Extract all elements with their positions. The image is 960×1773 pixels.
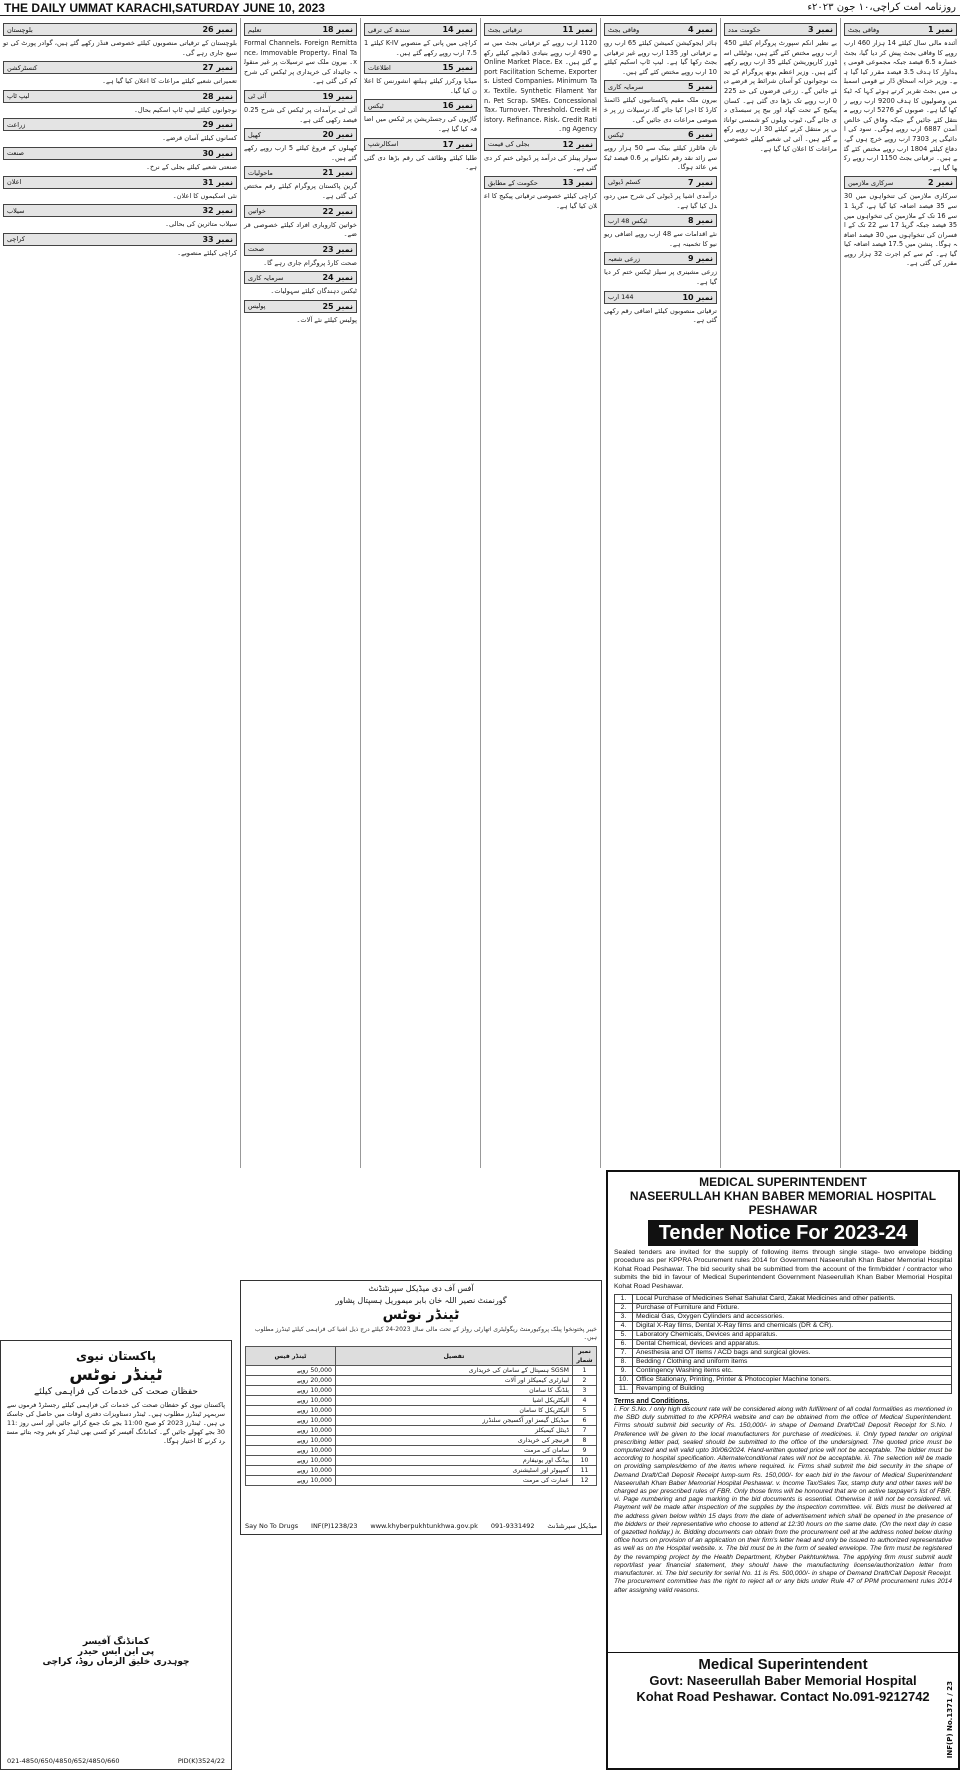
section-text: ہائر ایجوکیشن کمیشن کیلئے 65 ارب روپے ترقیاتی اور 135 ارب روپے غیر ترقیاتی بجٹ رکھا گیا ہے۔ لیپ ٹاپ اسکیم کیلئے 10 ارب روپے مختص کئے گئے ہیں۔ xyxy=(604,39,717,76)
column-header-description: تفصیل xyxy=(336,1347,573,1366)
column-1 xyxy=(840,18,960,1168)
section-text: نان فائلرز کیلئے بینک سے 50 ہزار روپے سے زائد نقد رقم نکلوانے پر 0.6 فیصد ٹیکس عائد ہوگا۔ xyxy=(604,144,718,172)
section-text: پولیس کیلئے نئے آلات۔ xyxy=(296,315,357,324)
section-number: نمبر 19 xyxy=(322,91,353,101)
section-header xyxy=(604,291,717,304)
section-header xyxy=(484,23,597,36)
notice-heading: ٹینڈر نوٹس xyxy=(382,1307,460,1323)
section-title: بلوچستان xyxy=(7,25,33,34)
section-text: تعمیراتی شعبے کیلئے مراعات کا اعلان کیا گیا ہے۔ xyxy=(102,77,237,86)
cell-desc: لیبارٹری کیمیکلز اور آلات xyxy=(336,1376,573,1386)
section-number: نمبر 29 xyxy=(202,120,233,130)
section-text: آئی ٹی برآمدات پر ٹیکس کی شرح 0.25 فیصد رکھی گئی ہے۔ xyxy=(244,105,357,124)
item-number: 6. xyxy=(615,1340,633,1349)
section-header xyxy=(364,138,477,151)
item-number: 7. xyxy=(615,1349,633,1358)
section-header xyxy=(244,128,357,141)
cell-desc: عمارت کی مرمت xyxy=(336,1476,573,1486)
section-title: لیپ ٹاپ xyxy=(7,92,30,101)
section-title: ٹیکس xyxy=(608,130,624,139)
cell-desc: بلڈنگ کا سامان xyxy=(336,1386,573,1396)
section-text: درآمدی اشیا پر ڈیوٹی کی شرح میں ردوبدل کیا گیا ہے۔ xyxy=(604,191,717,210)
section-header xyxy=(244,271,357,284)
tender-hospital-title: NASEERULLAH KHAN BABER MEMORIAL HOSPITAL PESHAWAR xyxy=(629,1189,937,1217)
cell-desc: سامان کی مرمت xyxy=(336,1446,573,1456)
section-number: نمبر 14 xyxy=(442,25,473,34)
table-row xyxy=(246,1416,597,1426)
section-text: 1120 ارب روپے کے ترقیاتی بجٹ میں سے 490 ارب روپے بنیادی ڈھانچے کیلئے رکھے گئے ہیں۔ Online Market Place، Export Facilitation Scheme، Exporters، Listed Companies، Minimum Tax، Textile، Synthetic Filament Yarn، Pet Scrap، SMEs، Concessional Tax، Turnover، Threshold، Credit History، Refinance، Risk، Credit Rating Agency۔ xyxy=(484,39,597,134)
cell-desc: الیکٹریکل کا سامان xyxy=(336,1406,573,1416)
table-row xyxy=(246,1376,597,1386)
section-title: وفاقی بجٹ xyxy=(848,25,880,34)
section-text: بیرون ملک مقیم پاکستانیوں کیلئے ڈائمنڈ کارڈ کا اجرا کیا جائے گا، ترسیلات زر پر خصوصی مراعات دی جائیں گی۔ xyxy=(604,96,717,124)
cell-sr: 4 xyxy=(573,1396,597,1406)
section-header xyxy=(3,147,237,160)
section-title: بجلی کی قیمت xyxy=(488,140,530,149)
list-item xyxy=(615,1340,952,1349)
section-title: پولیس xyxy=(248,302,266,311)
section-number: نمبر 11 xyxy=(562,25,593,34)
column-5 xyxy=(360,18,480,1168)
table-row xyxy=(246,1406,597,1416)
section-text: کراچی کیلئے منصوبے۔ xyxy=(177,248,237,257)
item-number: 5. xyxy=(615,1331,633,1340)
section-text: Formal Channels، Foreign Remittance، Immovable Property، Final Tax۔ بیرون ملک سے ترسیلات پر غیر منقولہ جائیداد کی خریداری پر ٹیکس کی شرح کم کی گئی ہے۔ xyxy=(244,39,357,86)
section-header xyxy=(3,118,237,131)
tender-inf-number: INF(P) No.1371 / 23 xyxy=(946,1680,954,1758)
section-header xyxy=(3,176,237,189)
section-number: نمبر 13 xyxy=(562,178,593,188)
section-number: نمبر 17 xyxy=(442,139,473,149)
section-header xyxy=(484,176,597,189)
section-header xyxy=(244,300,357,313)
section-title: تعلیم xyxy=(248,25,262,34)
section-header xyxy=(244,23,357,36)
section-number: نمبر 21 xyxy=(322,168,353,178)
cell-desc: SGSM ہسپتال کے سامان کی خریداری xyxy=(336,1366,573,1376)
cell-desc: کمپیوٹر اور اسٹیشنری xyxy=(336,1466,573,1476)
table-row xyxy=(246,1436,597,1446)
section-title: کنسٹرکشن xyxy=(7,63,38,72)
table-row xyxy=(246,1466,597,1476)
section-number: نمبر 1 xyxy=(928,25,953,34)
cell-sr: 7 xyxy=(573,1426,597,1436)
section-text: ترقیاتی منصوبوں کیلئے اضافی رقم رکھی گئی ہے۔ xyxy=(604,306,717,325)
section-number: نمبر 7 xyxy=(688,177,713,187)
cell-fee: 10,000 روپے xyxy=(246,1386,336,1396)
item-number: 9. xyxy=(615,1367,633,1376)
section-title: ترقیاتی بجٹ xyxy=(488,25,523,34)
column-header-fee: ٹینڈر فیس xyxy=(246,1347,336,1366)
notice-office-title: آفس آف دی میڈیکل سپرنٹنڈنٹ xyxy=(368,1284,474,1293)
tender-fee-table xyxy=(245,1346,597,1486)
section-text: کراچی میں پانی کے منصوبے K-IV کیلئے 17.5 ارب روپے رکھے گئے ہیں۔ xyxy=(364,39,477,57)
item-description: Medical Gas, Oxygen Cylinders and accessories. xyxy=(633,1313,952,1322)
section-title: سرمایہ کاری xyxy=(608,82,644,91)
peshawar-urdu-tender-notice xyxy=(240,1280,602,1535)
section-title: کراچی xyxy=(7,235,25,244)
cell-sr: 5 xyxy=(573,1406,597,1416)
section-number: نمبر 18 xyxy=(322,25,353,34)
section-title: زراعت xyxy=(7,120,26,129)
section-header xyxy=(604,23,717,36)
item-description: Bedding / Clothing and uniform items xyxy=(633,1358,952,1367)
section-title: ماحولیات xyxy=(248,168,273,177)
navy-pid-number: PID(K)3524/22 xyxy=(177,1757,225,1765)
pakistan-navy-tender-notice xyxy=(0,1340,232,1770)
navy-subtitle: حفظان صحت کی خدمات کی فراہمی کیلئے xyxy=(34,1387,198,1397)
item-description: Laboratory Chemicals, Devices and apparatus. xyxy=(633,1331,952,1340)
tender-banner: Tender Notice For 2023-24 xyxy=(648,1220,918,1246)
section-title: سرمایہ کاری xyxy=(248,273,284,282)
news-columns xyxy=(0,18,960,1168)
section-header xyxy=(844,176,957,189)
item-number: 10. xyxy=(615,1376,633,1385)
section-number: نمبر 22 xyxy=(322,206,353,216)
section-number: نمبر 12 xyxy=(562,139,593,149)
section-header xyxy=(604,128,717,141)
navy-sign-officer: کمانڈنگ آفیسر xyxy=(82,1637,150,1647)
notice-hospital-title: گورنمنٹ نصیر اللہ خان بابر میموریل ہسپتال پشاور xyxy=(335,1296,507,1305)
list-item xyxy=(615,1376,952,1385)
section-text: میڈیا ورکرز کیلئے ہیلتھ انشورنس کا اعلان کیا گیا۔ xyxy=(364,77,477,95)
english-tender-notice xyxy=(606,1170,960,1770)
section-number: نمبر 6 xyxy=(688,130,713,140)
item-description: Revamping of Building xyxy=(633,1385,952,1394)
item-description: Dental Chemical, devices and apparatus. xyxy=(633,1340,952,1349)
cell-sr: 8 xyxy=(573,1436,597,1446)
masthead-urdu-date: روزنامہ امت کراچی،۱۰ جون ۲۰۲۳ء xyxy=(807,2,956,13)
section-header xyxy=(3,61,237,74)
section-header xyxy=(484,138,597,151)
section-number: نمبر 4 xyxy=(688,25,713,34)
item-number: 1. xyxy=(615,1295,633,1304)
masthead xyxy=(0,0,960,16)
section-header xyxy=(604,214,717,227)
item-description: Digital X-Ray films, Dental X-Ray films and chemicals (DR & CR). xyxy=(633,1322,952,1331)
column-7 xyxy=(0,18,240,1168)
item-description: Contingency Washing items etc. xyxy=(633,1367,952,1376)
section-title: اسکالرشپ xyxy=(368,140,399,149)
section-text: نئی اسکیموں کا اعلان۔ xyxy=(172,191,237,200)
section-title: سندھ کی ترقی xyxy=(368,25,410,34)
navy-title: پاکستان نیوی xyxy=(76,1349,156,1363)
say-no-to-drugs: Say No To Drugs xyxy=(245,1522,299,1530)
list-item xyxy=(615,1358,952,1367)
tender-govt-line2: Kohat Road Peshawar. Contact No.091-9212742 xyxy=(636,1689,930,1705)
section-header xyxy=(604,252,717,265)
section-text: گاڑیوں کی رجسٹریشن پر ٹیکس میں اضافہ کیا گیا ہے۔ xyxy=(364,115,477,133)
section-header xyxy=(244,90,357,103)
section-text: آئندہ مالی سال کیلئے 14 ہزار 460 ارب روپے کا وفاقی بجٹ پیش کر دیا گیا، بجٹ خسارہ 6.5 فیصد جبکہ مجموعی قومی پیداوار کا ہدف 3.5 فیصد مقرر کیا گیا ہے۔ وزیر خزانہ اسحاق ڈار نے قومی اسمبلی میں بجٹ تقریر کرتے ہوئے کہا کہ ٹیکس وصولیوں کا ہدف 9200 ارب روپے رکھا گیا ہے۔ صوبوں کو 5276 ارب روپے منتقل کئے جائیں گے جبکہ وفاق کی خالص آمدن 6887 ارب روپے ہوگی۔ سود کی ادائیگی پر 7303 ارب روپے خرچ ہوں گے، دفاع کیلئے 1804 ارب روپے مختص کئے گئے ہیں۔ ترقیاتی بجٹ 1150 ارب روپے رکھا گیا ہے۔ xyxy=(844,39,958,172)
cell-sr: 10 xyxy=(573,1456,597,1466)
inf-number: INF(P)1238/23 xyxy=(311,1522,358,1530)
section-text: زرعی مشینری پر سیلز ٹیکس ختم کر دیا گیا ہے۔ xyxy=(604,268,717,286)
cell-sr: 9 xyxy=(573,1446,597,1456)
item-number: 11. xyxy=(615,1385,633,1394)
cell-fee: 10,000 روپے xyxy=(246,1416,336,1426)
section-header xyxy=(604,176,717,189)
section-title: حکومت کے مطابق xyxy=(488,178,538,187)
cell-fee: 20,000 روپے xyxy=(246,1376,336,1386)
section-number: نمبر 5 xyxy=(688,82,713,92)
table-row xyxy=(246,1396,597,1406)
list-item xyxy=(615,1304,952,1313)
section-number: نمبر 10 xyxy=(682,292,713,302)
item-number: 8. xyxy=(615,1358,633,1367)
section-number: نمبر 28 xyxy=(202,91,233,101)
cell-desc: الیکٹریکل اشیا xyxy=(336,1396,573,1406)
section-number: نمبر 24 xyxy=(322,273,353,283)
cell-fee: 10,000 روپے xyxy=(246,1466,336,1476)
item-number: 4. xyxy=(615,1322,633,1331)
section-text: ٹیکس دہندگان کیلئے سہولیات۔ xyxy=(270,287,357,296)
column-header-serial: نمبر شمار xyxy=(573,1347,597,1366)
tender-govt-line1: Govt: Naseerullah Baber Memorial Hospital xyxy=(649,1673,917,1689)
section-header xyxy=(364,99,477,112)
notice-footer xyxy=(245,1508,597,1530)
section-text: طلبا کیلئے وظائف کی رقم بڑھا دی گئی ہے۔ xyxy=(364,153,477,172)
section-header xyxy=(3,204,237,217)
section-text: بلوچستان کے ترقیاتی منصوبوں کیلئے خصوصی فنڈز رکھے گئے ہیں، گوادر پورٹ کی توسیع جاری رہے گی۔ xyxy=(3,39,237,57)
item-description: Anesthesia and OT items / ACD bags and surgical gloves. xyxy=(633,1349,952,1358)
section-number: نمبر 33 xyxy=(202,234,233,244)
section-number: نمبر 20 xyxy=(322,130,353,140)
section-header xyxy=(3,90,237,103)
section-number: نمبر 15 xyxy=(442,63,473,73)
tender-intro: Sealed tenders are invited for the supply of following items through single stage- two envelope bidding procedure as per KPPRA Procurement rules 2014 for Government Naseerullah Khan Baber Memorial Hospital Kohat Road Peshawar. The bid security shall be submitted from the account of the firm/bidder / contractor who submits the bid in favour of Medical Superintendent Government Naseerullah Khan Baber Memorial Hospital Kohat Road Peshawar. xyxy=(614,1249,952,1290)
section-header xyxy=(3,233,237,246)
section-title: اعلان xyxy=(7,178,22,187)
column-3 xyxy=(600,18,720,1168)
cell-fee: 50,000 روپے xyxy=(246,1366,336,1376)
navy-sign-address: چوہدری خلیق الزماں روڈ، کراچی xyxy=(42,1657,190,1667)
section-text: خواتین کاروباری افراد کیلئے خصوصی قرضے۔ xyxy=(244,220,357,239)
cell-fee: 10,000 روپے xyxy=(246,1426,336,1436)
section-header xyxy=(724,23,837,36)
section-number: نمبر 8 xyxy=(688,216,713,226)
section-number: نمبر 31 xyxy=(202,177,233,187)
table-row xyxy=(246,1456,597,1466)
section-number: نمبر 3 xyxy=(808,25,833,34)
section-title: اطلاعات xyxy=(368,63,391,72)
cell-desc: میڈیکل گیسز اور آکسیجن سلنڈرز xyxy=(336,1416,573,1426)
item-number: 3. xyxy=(615,1313,633,1322)
terms-heading: Terms and Conditions. xyxy=(614,1398,690,1406)
navy-sign-unit: پی این ایس حیدر xyxy=(77,1647,155,1657)
cell-fee: 10,000 روپے xyxy=(246,1436,336,1446)
section-title: 144 ارب xyxy=(608,293,634,301)
navy-notice-body: پاکستان نیوی کو حفظان صحت کی خدمات کی فراہمی کیلئے رجسٹرڈ فرموں سے سربمہر ٹینڈرز مطلوب ہیں۔ ٹینڈر دستاویزات دفتری اوقات میں حاصل کی جاسکتی ہیں۔ ٹینڈرز 2023 کو صبح 11:00 بجے تک جمع کرائے جائیں اور اسی روز 11:30 بجے کھولے جائیں گے۔ کمانڈنگ آفیسر کو کسی بھی ٹینڈر کو بغیر وجہ بتائے مسترد کرنے کا اختیار ہوگا۔ xyxy=(7,1401,225,1445)
section-header xyxy=(244,166,357,179)
section-text: صحت کارڈ پروگرام جاری رہے گا۔ xyxy=(263,258,357,267)
section-text: کسانوں کیلئے آسان قرضے۔ xyxy=(162,134,237,143)
section-text: سرکاری ملازمین کی تنخواہوں میں 30 سے 35 فیصد اضافہ کیا گیا ہے، گریڈ 1 سے 16 تک کے ملازمین کی تنخواہوں میں 35 فیصد جبکہ گریڈ 17 سے 22 تک کے افسران کی تنخواہوں میں 30 فیصد اضافہ ہوگا۔ پنشن میں 17.5 فیصد اضافہ کیا گیا ہے۔ کم سے کم اجرت 32 ہزار روپے مقرر کی گئی ہے۔ xyxy=(844,192,958,268)
section-number: نمبر 26 xyxy=(202,25,233,34)
section-title: زرعی شعبہ xyxy=(608,254,640,263)
item-description: Office Stationary, Printing, Printer & Photocopier Machine toners. xyxy=(633,1376,952,1385)
section-text: سولر پینلز کی درآمد پر ڈیوٹی ختم کر دی گئی ہے۔ xyxy=(484,153,597,172)
notice-description: خیبر پختونخوا پبلک پروکیورمنٹ ریگولیٹری اتھارٹی رولز کے تحت مالی سال 2023-24 کیلئے درج ذیل اشیا کی فراہمی کیلئے ٹینڈرز مطلوب ہیں۔ xyxy=(254,1326,597,1341)
cell-desc: بیڈنگ اور یونیفارم xyxy=(336,1456,573,1466)
phone-number: 091-9331492 xyxy=(490,1522,535,1530)
section-number: نمبر 16 xyxy=(442,101,473,111)
cell-desc: ڈینٹل کیمیکلز xyxy=(336,1426,573,1436)
section-header xyxy=(604,80,717,93)
list-item xyxy=(615,1322,952,1331)
website-link[interactable]: www.khyberpukhtunkhwa.gov.pk xyxy=(370,1522,478,1530)
section-title: سیلاب xyxy=(7,206,25,215)
cell-sr: 1 xyxy=(573,1366,597,1376)
section-text: نوجوانوں کیلئے لیپ ٹاپ اسکیم بحال۔ xyxy=(134,105,237,114)
list-item xyxy=(615,1295,952,1304)
section-title: سرکاری ملازمین xyxy=(848,178,894,187)
section-number: نمبر 25 xyxy=(322,301,353,311)
cell-sr: 11 xyxy=(573,1466,597,1476)
item-description: Purchase of Furniture and Fixture. xyxy=(633,1304,952,1313)
list-item xyxy=(615,1367,952,1376)
section-number: نمبر 27 xyxy=(202,63,233,73)
signatory: میڈیکل سپرنٹنڈنٹ xyxy=(547,1522,597,1530)
terms-text: i. For S.No. / only high discount rate will be considered along with fulfillment of all codal formalities as mentioned in the SBD duly submitted to the KPPRA website and can be obtained from the office of Medical Superintendent. Firms should submit bid security of Rs. 150,000/- in shape of Demand Draft/Call Deposit Receipt for S.No. I Preference will be given to the local manufacturers for purchase of medicines. ii. Only typed tender on original prescribing letter pad, sealed should be submitted to the office of the undersigned. The quoted price must be computerized and will valid upto 30/06/2024. Hand-written quoted price will not be acceptable. The bidder must be according to hospital specification. Alternate/conditional rates will not be acceptable. iii. The selection will be made on providing samples/demo of the items where required. iv. Firms shall submit the bid security in the shape of Demand Draft/Call Deposit Receipt lump-sum Rs. 150,000/- for each bid in the favour of Medical Superintendent Naseerullah Khan Baber Memorial Hospital Peshawar. v. Income Tax/Sales Tax, stamp duty and other taxes will be charged as per prescribed rules of FBR. Only those firms will be honoured that are on active taxpayer's list of FBR. vi. Page numbering and page marking in the bid documents is essential. Otherwise it will not be considered. vii. Payment will be made after inspection of the supplies by the inspection committee. viii. Bids must be delivered at the address given below within 15 days from the date of advertisement which shall be opened in the presence of the bidders or their representative who choose to attend at 12:30 hours on the same date. (On the next day in case of gazetted holiday.) ix. Bidding documents can obtain from the procurement cell at the address noted below during office hours on provision of an application on their firm's letter head and only be issued to authorized representative as well as on the Hospital website. x. The bid must be in the form of sealed envelope. The firm must be registered by the revamping project by the Health Department, Khyber Pakhtunkhwa. The applying firm must submit audit report/last year financial statement, they should have the manufacturing license/authorization letter from manufacturer. xi. The bid security for serial No. 11 is Rs. 500,000/- in shape of Demand Draft/Call Deposit Receipt. The procurement committee has the right to reject all or any bids under Rule 47 of PPM procurement rules 2014 after assigning valid reasons. xyxy=(614,1406,952,1594)
table-row xyxy=(246,1386,597,1396)
section-text: سیلاب متاثرین کی بحالی۔ xyxy=(165,220,237,229)
section-title: وفاقی بجٹ xyxy=(608,25,640,34)
list-item xyxy=(615,1349,952,1358)
section-title: ٹیکس xyxy=(368,101,384,110)
cell-sr: 3 xyxy=(573,1386,597,1396)
section-text: کراچی کیلئے خصوصی ترقیاتی پیکیج کا اعلان کیا گیا ہے۔ xyxy=(484,192,597,210)
tender-signatory: Medical Superintendent xyxy=(608,1652,958,1673)
tender-office-title: MEDICAL SUPERINTENDENT xyxy=(699,1175,867,1189)
cell-fee: 10,000 روپے xyxy=(246,1396,336,1406)
navy-tender-heading: ٹینڈر نوٹس xyxy=(69,1365,163,1385)
section-text: کھیلوں کے فروغ کیلئے 5 ارب روپے رکھے گئے ہیں۔ xyxy=(244,144,357,162)
section-header xyxy=(244,243,357,256)
cell-fee: 10,000 روپے xyxy=(246,1476,336,1486)
section-text: گرین پاکستان پروگرام کیلئے رقم مختص کی گئی ہے۔ xyxy=(244,182,357,200)
section-header xyxy=(364,23,477,36)
section-header xyxy=(364,61,477,74)
section-header xyxy=(844,23,957,36)
column-6 xyxy=(240,18,360,1168)
section-title: صحت xyxy=(248,245,265,254)
section-number: نمبر 32 xyxy=(202,206,233,216)
section-title: صنعت xyxy=(7,149,24,158)
tender-items-table xyxy=(614,1294,952,1394)
section-title: آئی ٹی xyxy=(248,92,267,101)
list-item xyxy=(615,1385,952,1394)
cell-fee: 10,000 روپے xyxy=(246,1456,336,1466)
table-row xyxy=(246,1446,597,1456)
section-number: نمبر 2 xyxy=(928,178,953,188)
item-description: Local Purchase of Medicines Sehat Sahulat Card, Zakat Medicines and other patients. xyxy=(633,1295,952,1304)
table-row xyxy=(246,1426,597,1436)
section-number: نمبر 23 xyxy=(322,244,353,254)
section-number: نمبر 30 xyxy=(202,148,233,158)
section-text: بے نظیر انکم سپورٹ پروگرام کیلئے 450 ارب روپے مختص کئے گئے ہیں، یوٹیلٹی اسٹورز کارپوریشن کیلئے 35 ارب روپے رکھے گئے ہیں۔ وزیر اعظم یوتھ پروگرام کے تحت نوجوانوں کو آسان شرائط پر قرضے دیئے جائیں گے۔ زرعی قرضوں کی حد 2250 ارب روپے تک بڑھا دی گئی ہے۔ کسان پیکیج کے تحت کھاد اور بیج پر سبسڈی دی جائے گی، ٹیوب ویلوں کو شمسی توانائی پر منتقل کرنے کیلئے 30 ارب روپے رکھے گئے ہیں۔ آئی ٹی شعبے کیلئے خصوصی مراعات کا اعلان کیا گیا ہے۔ xyxy=(724,39,837,153)
cell-desc: فرنیچر کی خریداری xyxy=(336,1436,573,1446)
cell-fee: 10,000 روپے xyxy=(246,1446,336,1456)
navy-phone-numbers: 021-4850/650/4850/652/4850/660 xyxy=(7,1757,120,1765)
section-text: صنعتی شعبے کیلئے بجلی کے نرخ۔ xyxy=(146,162,237,171)
cell-sr: 2 xyxy=(573,1376,597,1386)
section-title: خواتین xyxy=(248,207,266,216)
section-title: ٹیکس 48 ارب xyxy=(608,216,648,225)
cell-sr: 12 xyxy=(573,1476,597,1486)
table-row xyxy=(246,1366,597,1376)
section-header xyxy=(244,205,357,218)
section-number: نمبر 9 xyxy=(688,254,713,264)
list-item xyxy=(615,1313,952,1322)
section-header xyxy=(3,23,237,36)
cell-sr: 6 xyxy=(573,1416,597,1426)
section-title: کسٹم ڈیوٹی xyxy=(608,178,641,187)
section-title: حکومت مدد xyxy=(728,25,761,34)
column-4 xyxy=(480,18,600,1168)
cell-fee: 10,000 روپے xyxy=(246,1406,336,1416)
item-number: 2. xyxy=(615,1304,633,1313)
table-row xyxy=(246,1476,597,1486)
section-title: کھیل xyxy=(248,130,261,139)
list-item xyxy=(615,1331,952,1340)
section-text: نئے اقدامات سے 48 ارب روپے اضافی ریونیو کا تخمینہ ہے۔ xyxy=(604,230,717,248)
column-2 xyxy=(720,18,840,1168)
masthead-english-date: THE DAILY UMMAT KARACHI,SATURDAY JUNE 10, 2023 xyxy=(4,0,325,15)
